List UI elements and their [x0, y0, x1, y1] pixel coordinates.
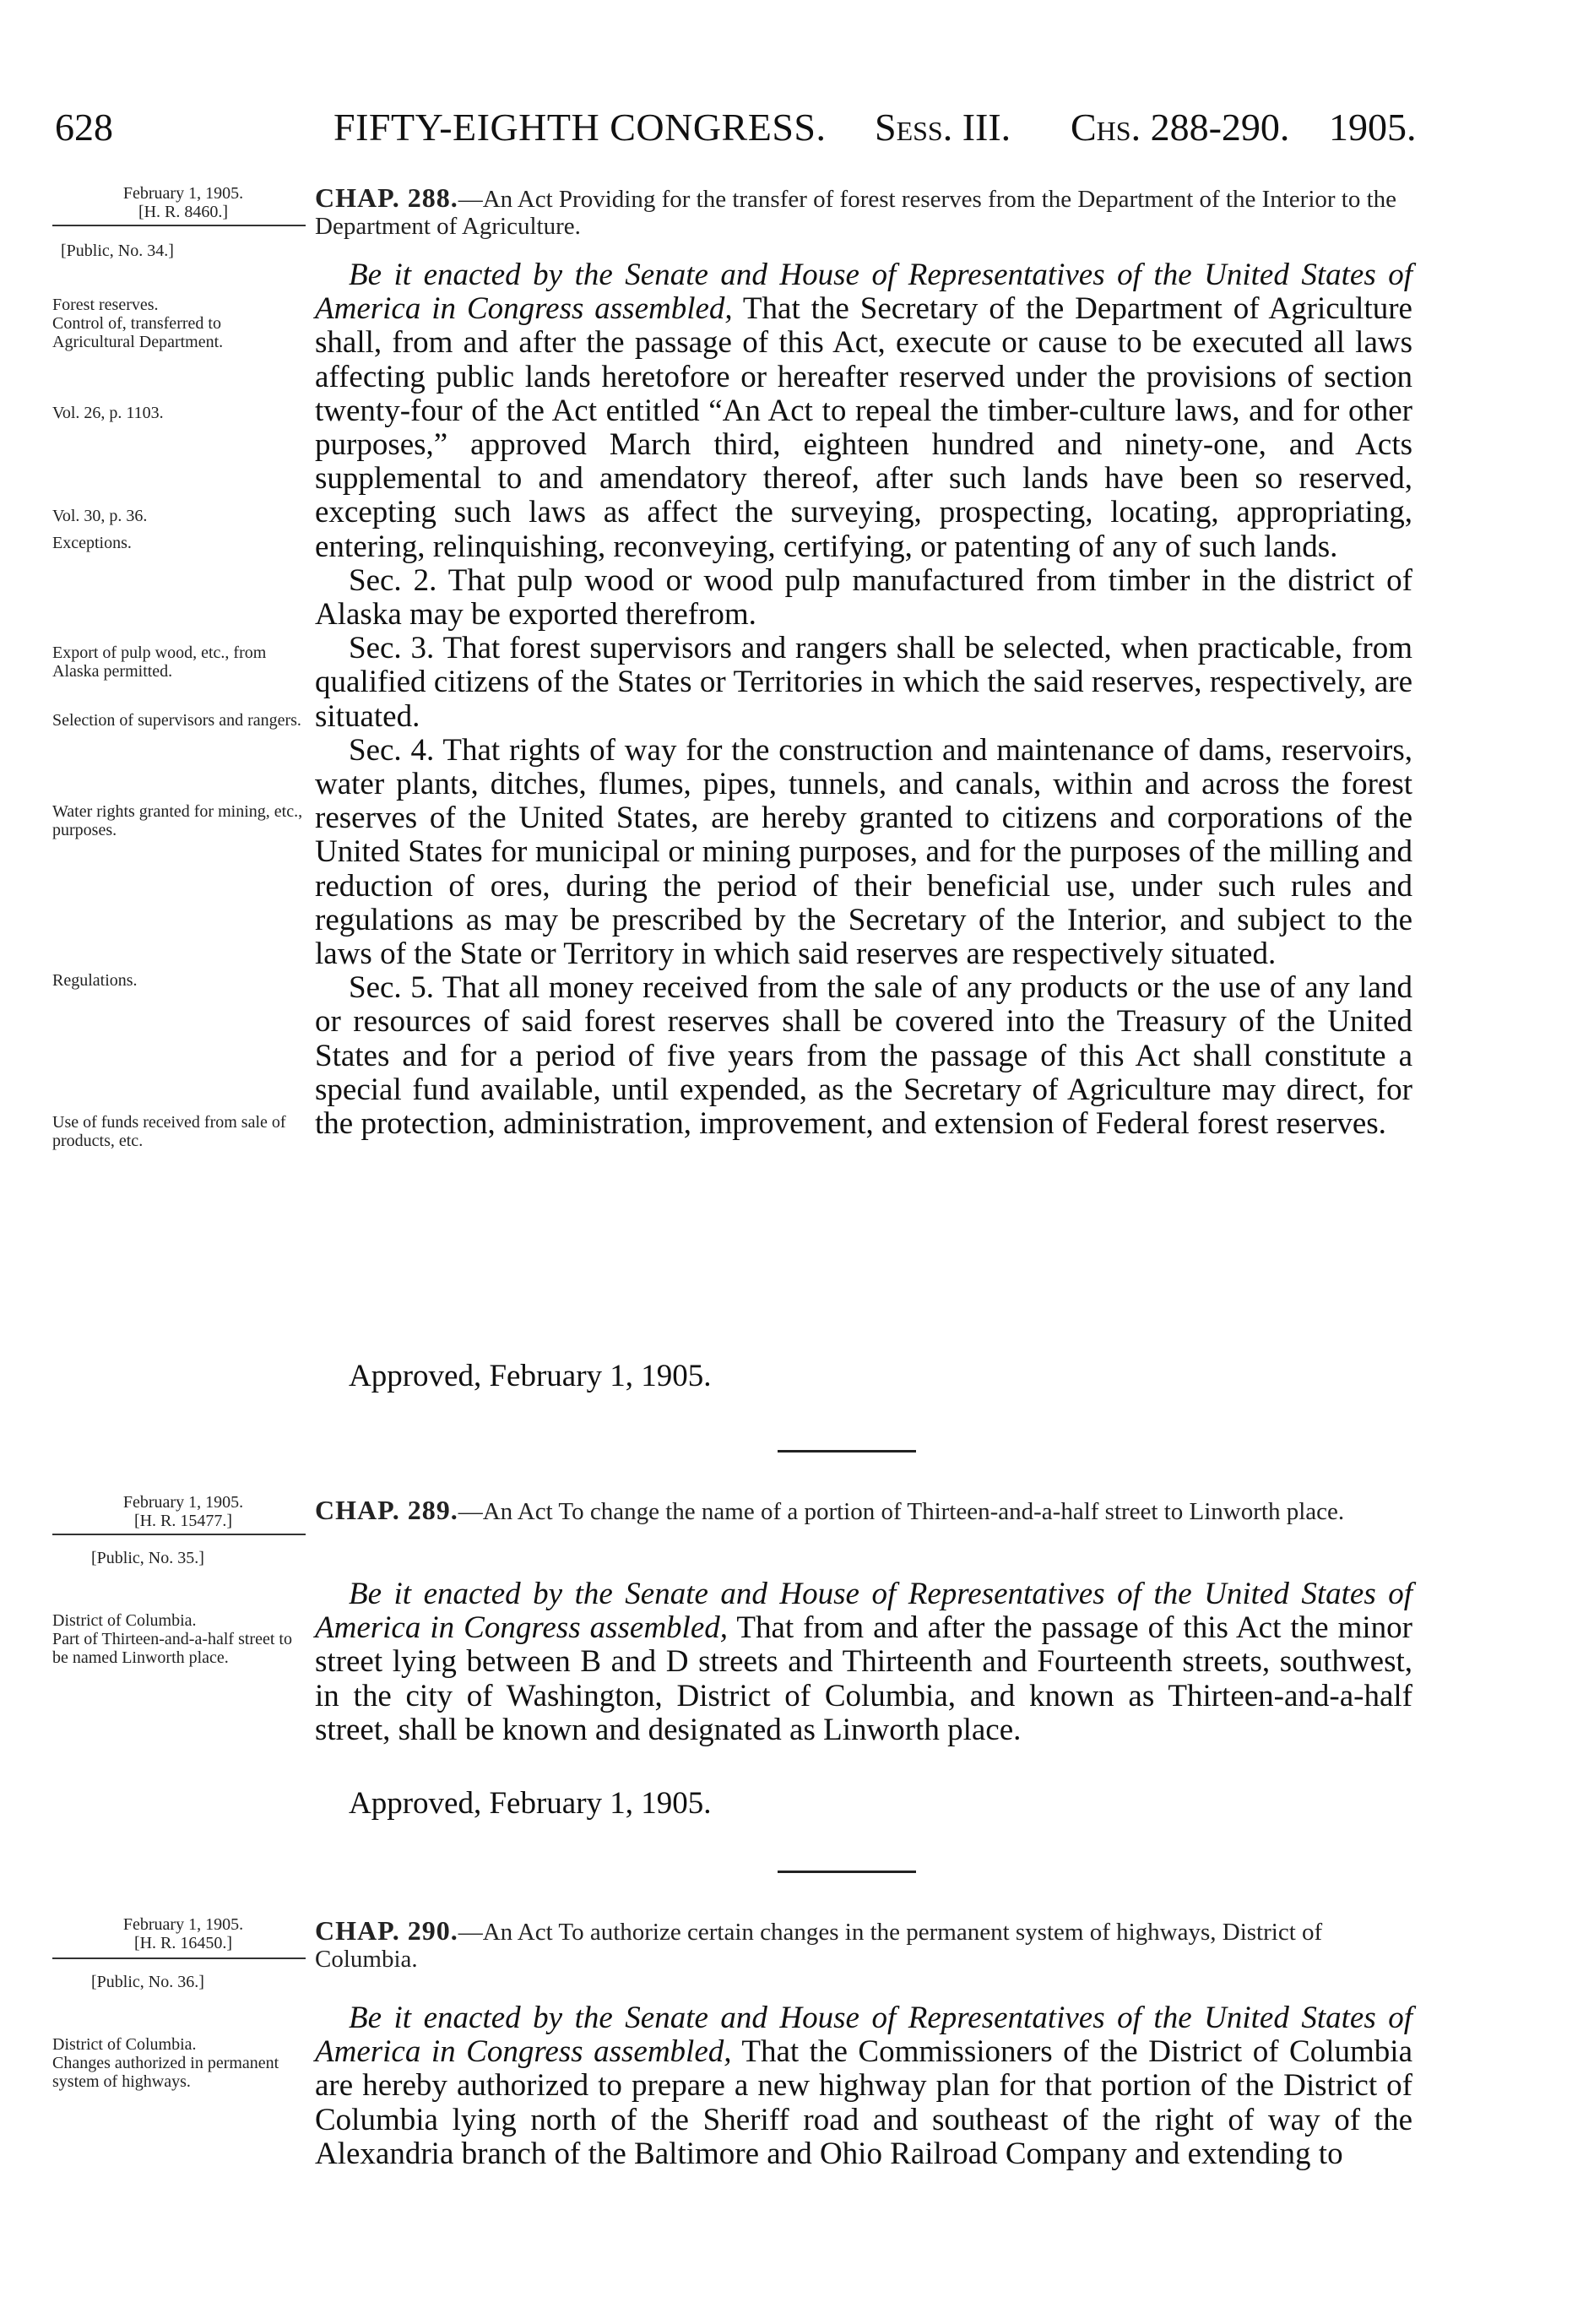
- section-text: That from and after the passage of this Act the minor street lying between B and D streets and Thirteenth and Fourteenth streets, southwest, in the city of Washington, District of Columbia, and known as Thirteen-and-a-half street, shall be known and designated as Linworth place.: [315, 1610, 1412, 1747]
- chapter-title: —An Act To authorize certain changes in the permanent system of highways, District of Columbia.: [315, 1919, 1323, 1973]
- chapter-title: —An Act Providing for the transfer of forest reserves from the Department of the Interior to the Department of Agriculture.: [315, 186, 1397, 240]
- chapter-label: CHAP. 289.: [315, 1495, 458, 1525]
- running-head-congress: FIFTY-EIGHTH CONGRESS.: [333, 106, 827, 149]
- chapter-body: [315, 2001, 1412, 2171]
- chapter-bill-number: [H. R. 15477.]: [133, 1512, 233, 1530]
- margin-note: Forest reserves.: [52, 296, 159, 314]
- running-head-chapters: Chs. 288-290.: [1071, 106, 1290, 149]
- chapter-body: [315, 258, 1412, 1141]
- chapter-public-number: [Public, No. 36.]: [91, 1973, 204, 1991]
- margin-note: Use of funds received from sale of products, etc.: [52, 1113, 286, 1150]
- approval-line: Approved, February 1, 1905.: [349, 1359, 712, 1393]
- chapter-body: [315, 1577, 1412, 1747]
- margin-rule: [52, 225, 306, 226]
- chapter-date: February 1, 1905.: [122, 1493, 244, 1512]
- margin-note: Exceptions.: [52, 534, 132, 552]
- margin-note: Control of, transferred to Agricultural Department.: [52, 314, 224, 351]
- chapter-heading: [315, 1917, 1412, 1973]
- approval-line: Approved, February 1, 1905.: [349, 1786, 712, 1821]
- margin-note: District of Columbia.: [52, 1611, 197, 1630]
- page-number: 628: [55, 106, 113, 149]
- margin-note: Changes authorized in permanent system of highways.: [52, 2054, 279, 2091]
- section-text: Sec. 3. That forest supervisors and rangers shall be selected, when practicable, from qualified citizens of the States or Territories in which the said reserves, respectively, are situated.: [315, 631, 1412, 734]
- section-text: That the Secretary of the Department of Agriculture shall, from and after the passage of this Act, execute or cause to be executed all laws affecting public lands heretofore or hereafter reserved under the provisions of section twenty-four of the Act entitled “An Act to repeal the timber-culture laws, and for other purposes,” approved March third, eighteen hundred and ninety-one, and Acts supplemental to and amendatory thereof, after such lands have been so reserved, excepting such laws as affect the surveying, prospecting, locating, appropriating, entering, relinquishing, reconveying, certifying, or patenting of any of such lands.: [315, 291, 1412, 564]
- section-text: Sec. 5. That all money received from the sale of any products or the use of any land or resources of said forest reserves shall be covered into the Treasury of the United States and for a period of five years from the passage of this Act shall constitute a special fund available, until expended, as the Secretary of Agriculture may direct, for the protection, administration, improvement, and extension of Federal forest reserves.: [315, 970, 1412, 1142]
- chapter-bill-number: [H. R. 8460.]: [138, 203, 229, 221]
- margin-note: Regulations.: [52, 971, 138, 990]
- margin-note: District of Columbia.: [52, 2035, 197, 2054]
- section-text: Sec. 2. That pulp wood or wood pulp manufactured from timber in the district of Alaska may be exported therefrom.: [315, 562, 1412, 633]
- enacting-clause: Be it enacted by the Senate and House of Representatives of the United States of America in Congress assembled,: [315, 2001, 1412, 2070]
- chapter-title: —An Act To change the name of a portion of Thirteen-and-a-half street to Linworth place.: [458, 1498, 1345, 1525]
- chapter-bill-number: [H. R. 16450.]: [133, 1934, 233, 1952]
- chapter-label: CHAP. 290.: [315, 1915, 458, 1946]
- margin-rule: [52, 1957, 306, 1959]
- margin-note: Vol. 26, p. 1103.: [52, 404, 164, 422]
- chapter-heading: [315, 1496, 1412, 1525]
- chapter-public-number: [Public, No. 34.]: [61, 242, 174, 260]
- margin-note: Export of pulp wood, etc., from Alaska permitted.: [52, 643, 267, 681]
- margin-note: Selection of supervisors and rangers.: [52, 711, 301, 730]
- margin-note: Vol. 30, p. 36.: [52, 507, 148, 525]
- running-head-year: 1905.: [1329, 106, 1417, 149]
- chapter-date: February 1, 1905.: [122, 1915, 244, 1934]
- enacting-clause: Be it enacted by the Senate and House of Representatives of the United States of America in Congress assembled,: [315, 258, 1412, 327]
- chapter-heading: [315, 184, 1412, 240]
- section-text: That the Commissioners of the District of Columbia are hereby authorized to prepare a new highway plan for that portion of the District of Columbia lying north of the Sheriff road and southeast of the right of way of the Alexandria branch of the Baltimore and Ohio Railroad Company and extending to: [315, 2034, 1412, 2171]
- section-text: Sec. 4. That rights of way for the construction and maintenance of dams, reservoirs, water plants, ditches, flumes, pipes, tunnels, and canals, within and across the forest reserves of the United States, are hereby granted to citizens and corporations of the United States for municipal or mining purposes, and for the purposes of the milling and reduction of ores, during the period of their beneficial use, under such rules and regulations as may be prescribed by the Secretary of the Interior, and subject to the laws of the State or Territory in which said reserves are respectively situated.: [315, 732, 1412, 972]
- chapter-separator: [778, 1871, 916, 1873]
- margin-rule: [52, 1534, 306, 1535]
- margin-note: Part of Thirteen-and-a-half street to be named Linworth place.: [52, 1630, 292, 1667]
- margin-note: Water rights granted for mining, etc., purposes.: [52, 802, 303, 839]
- chapter-public-number: [Public, No. 35.]: [91, 1549, 204, 1567]
- chapter-separator: [778, 1450, 916, 1452]
- chapter-date: February 1, 1905.: [122, 184, 244, 203]
- chapter-label: CHAP. 288.: [315, 182, 458, 213]
- running-head-session: Sess. III.: [875, 106, 1011, 149]
- enacting-clause: Be it enacted by the Senate and House of Representatives of the United States of America in Congress assembled,: [315, 1577, 1412, 1646]
